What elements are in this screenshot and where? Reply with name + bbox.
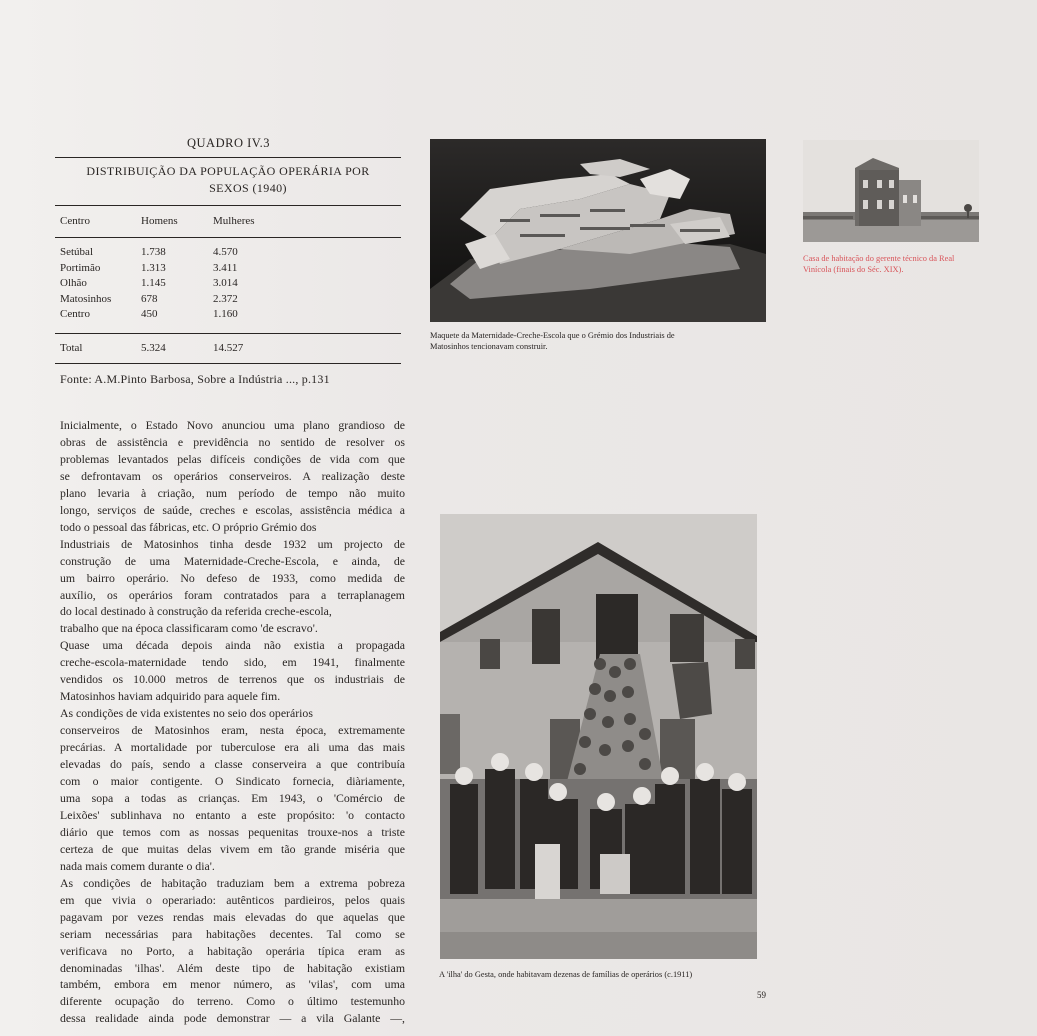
maquete-caption-line-1: Maquete da Maternidade-Creche-Escola que o Grémio dos Industriais de	[430, 331, 675, 340]
table-title	[55, 158, 401, 205]
body-text-line: denominadas 'ilhas'. Além deste tipo de habitação existiam	[60, 960, 405, 975]
body-text-line: plano levaria à criação, num período de tempo não muito	[60, 485, 405, 500]
col-header-mulheres: Mulheres	[213, 215, 255, 227]
body-text-line: Industriais de Matosinhos tinha desde 1932 um projecto de	[60, 536, 405, 551]
cell-homens: 1.738	[141, 246, 166, 258]
table-header-row	[55, 206, 401, 237]
table-caption: QUADRO IV.3	[187, 136, 271, 150]
table-rule-bottom	[55, 363, 401, 364]
cell-mulheres: 3.411	[213, 261, 238, 274]
cell-mulheres: 2.372	[213, 292, 238, 305]
population-table	[55, 157, 401, 364]
cell-centro: Matosinhos	[60, 292, 112, 305]
body-text-line: em que vivia o operariado: autênticos pardieiros, pelos quais	[60, 892, 405, 907]
casa-caption-line-2: Vinícola (finais do Séc. XIX).	[803, 264, 904, 274]
ilha-caption: A 'ilha' do Gesta, onde habitavam dezenas de famílias de operários (c.1911)	[439, 970, 693, 979]
cell-homens: 450	[141, 308, 158, 321]
maquete-caption-line-2: Matosinhos tencionavam construir.	[430, 341, 548, 351]
casa-caption-line-1: Casa de habitação do gerente técnico da Real	[803, 254, 955, 263]
cell-mulheres: 4.570	[213, 246, 238, 258]
body-text-line: do local destinado à construção da referida creche-escola,	[60, 604, 332, 619]
body-text-line: um bairro operário. No defeso de 1933, como medida de	[60, 570, 405, 585]
total-homens: 5.324	[141, 341, 166, 354]
body-text-line: conserveiros de Matosinhos eram, nesta época, extremamente	[60, 723, 405, 738]
body-text-line: precárias. A mortalidade por tuberculose era ali uma das mais	[60, 740, 405, 755]
body-text-line: Quase uma década depois ainda não existia a propagada	[60, 638, 405, 653]
body-text-line: todo o pessoal das fábricas, etc. O próprio Grémio dos	[60, 519, 317, 534]
table-row	[55, 307, 401, 323]
body-text-line: creche-escola-maternidade tendo sido, em 1941, finalmente	[60, 655, 405, 670]
body-text-line: Inicialmente, o Estado Novo anunciou uma plano grandioso de	[60, 418, 405, 432]
table-row	[55, 245, 401, 261]
cell-homens: 1.313	[141, 261, 166, 274]
total-mulheres: 14.527	[213, 341, 244, 354]
col-header-homens: Homens	[141, 215, 178, 227]
body-text-line: certeza de que muitas delas vivem em tão grande miséria que	[60, 841, 405, 856]
cell-mulheres: 1.160	[213, 308, 238, 321]
body-text-line: obras de assistência e previdência no sentido de resolver os	[60, 434, 405, 449]
body-text-line: auxílio, os operários foram contratados para a terraplanagem	[60, 587, 405, 602]
body-text-line: Matosinhos haviam adquirido para aquele fim.	[60, 689, 281, 704]
table-title-line-2: SEXOS (1940)	[209, 181, 287, 195]
cell-centro: Centro	[60, 308, 90, 321]
body-text-line: construção de uma Maternidade-Creche-Escola, e ainda, de	[60, 553, 405, 568]
page-number: 59	[757, 990, 766, 1000]
body-text-line: seriam necessárias para habitações decentes. Tal como se	[60, 926, 405, 941]
table-row	[55, 292, 401, 308]
body-text-line: dessa realidade ainda pode demonstrar — a vila Galante —,	[60, 1011, 405, 1026]
body-text-line: se defrontavam os operários conserveiros. A realização deste	[60, 468, 405, 483]
table-row	[55, 276, 401, 292]
body-text-line: diário que temos com as nossas pequenitas trouxe-nos a triste	[60, 824, 405, 839]
body-text-line: As condições de habitação traduziam bem a extrema pobreza	[60, 875, 405, 890]
body-text-line: diferente ocupação do terreno. Como o último testemunho	[60, 994, 405, 1009]
body-text-line: As condições de vida existentes no seio dos operários	[60, 706, 313, 721]
col-header-centro: Centro	[60, 215, 90, 227]
cell-centro: Olhão	[60, 277, 87, 290]
body-text-line: problemas levantados pelas difíceis condições de vida com que	[60, 451, 405, 466]
casa-caption	[803, 254, 954, 275]
body-text-line: com o maior contigente. O Sindicato fornecia, diàriamente,	[60, 774, 405, 789]
cell-centro: Setúbal	[60, 246, 93, 258]
maquete-photo	[430, 139, 766, 322]
body-text-line: elevadas do país, sendo a classe conserveira a que contribuía	[60, 757, 405, 772]
body-text-line: longo, serviços de saúde, creches e escolas, assistência médica a	[60, 502, 405, 517]
table-row	[55, 261, 401, 277]
cell-homens: 1.145	[141, 277, 166, 290]
body-text-line: vendidos os 10.000 metros de terrenos que os industriais de	[60, 672, 405, 687]
maquete-caption	[430, 331, 675, 352]
cell-mulheres: 3.014	[213, 277, 238, 290]
body-text-line: também, embora em menor número, as 'vilas', com uma	[60, 977, 405, 992]
body-text-line: verificava no Porto, a habitação operária típica eram as	[60, 943, 405, 958]
ilha-photo	[440, 514, 757, 959]
body-text-line: Leixões' sublinhava no entanto a este propósito: 'o contacto	[60, 807, 405, 822]
cell-centro: Portimão	[60, 261, 101, 274]
table-title-line-1: DISTRIBUIÇÃO DA POPULAÇÃO OPERÁRIA POR	[86, 164, 370, 178]
table-body	[55, 238, 401, 333]
casa-photo	[803, 140, 979, 242]
body-text-line: nada mais comem durante o dia'.	[60, 858, 215, 873]
total-label: Total	[60, 341, 83, 354]
cell-homens: 678	[141, 292, 158, 305]
body-text	[60, 417, 405, 1027]
body-text-line: uma sopa a todas as crianças. Em 1943, o 'Comércio de	[60, 790, 405, 805]
table-source: Fonte: A.M.Pinto Barbosa, Sobre a Indústria ..., p.131	[60, 372, 330, 386]
body-text-line: pagavam por vezes rendas mais elevadas do que aquelas que	[60, 909, 405, 924]
table-total-row	[55, 334, 401, 363]
body-text-line: trabalho que na época classificaram como 'de escravo'.	[60, 621, 318, 636]
